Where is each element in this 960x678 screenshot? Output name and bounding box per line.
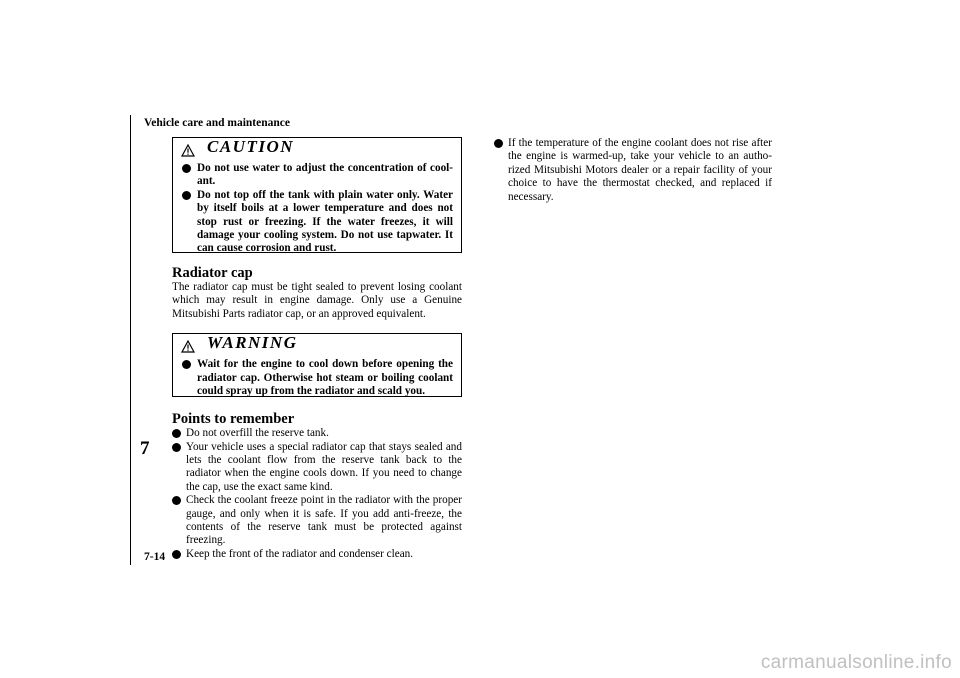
warning-title-bar bbox=[173, 334, 461, 358]
bullet-dot-icon bbox=[182, 191, 191, 200]
caution-list bbox=[173, 162, 461, 260]
point-item-text: Do not overfill the reserve tank. bbox=[186, 427, 329, 440]
caution-title: CAUTION bbox=[207, 137, 295, 156]
warning-triangle-icon bbox=[181, 340, 195, 353]
caution-title-bar bbox=[173, 138, 461, 162]
right-column bbox=[494, 137, 772, 204]
warning-triangle-icon bbox=[181, 144, 195, 157]
list-item bbox=[172, 427, 462, 440]
warning-title: WARNING bbox=[207, 333, 298, 353]
bullet-dot-icon bbox=[172, 550, 181, 559]
list-item bbox=[182, 162, 453, 189]
list-item bbox=[494, 137, 772, 204]
point-item-text: Check the coolant freeze point in the radiator with the proper gauge, and only when it is safe. If you add anti-freeze, the contents of the reserve tank must be protected against freezing. bbox=[186, 494, 462, 547]
point-item-text: Keep the front of the radiator and condenser clean. bbox=[186, 547, 414, 560]
chapter-number: 7 bbox=[140, 438, 150, 459]
bullet-dot-icon bbox=[172, 443, 181, 452]
chapter-divider bbox=[130, 115, 131, 565]
list-item bbox=[182, 189, 453, 256]
right-list bbox=[494, 137, 772, 204]
points-list bbox=[172, 427, 462, 561]
watermark: carmanualsonline.info bbox=[760, 652, 952, 673]
list-item bbox=[182, 358, 453, 398]
bullet-dot-icon bbox=[494, 139, 503, 148]
warning-box bbox=[172, 333, 462, 397]
list-item bbox=[172, 494, 462, 548]
bullet-dot-icon bbox=[172, 429, 181, 438]
point-item-text: Your vehicle uses a special radiator cap that stays sealed and lets the coolant flow from the reserve tank back to the radiator when the engine cools down. If you need to change the cap, use the exact same kind. bbox=[186, 440, 462, 493]
left-column bbox=[172, 137, 462, 561]
warning-item-text: Wait for the engine to cool down before opening the radiator cap. Otherwise hot steam or boiling coolant could spray up from the radiator and scald you. bbox=[197, 358, 453, 398]
right-item-text: If the temperature of the engine coolant does not rise after the engine is warmed-up, take your vehicle to an autho-rized Mitsubishi Motors dealer or a repair facility of your choice to have the thermostat checked, and replaced if necessary. bbox=[508, 137, 772, 203]
caution-box bbox=[172, 137, 462, 253]
points-heading: Points to remember bbox=[172, 411, 295, 428]
list-item bbox=[172, 548, 462, 561]
section-header: Vehicle care and maintenance bbox=[144, 117, 290, 129]
caution-item-text: Do not use water to adjust the concentration of cool-ant. bbox=[197, 162, 453, 188]
bullet-dot-icon bbox=[182, 164, 191, 173]
radiator-cap-body: The radiator cap must be tight sealed to prevent losing coolant which may result in engine damage. Only use a Genuine Mitsubishi Parts radiator cap, or an approved equivalent. bbox=[172, 281, 462, 320]
bullet-dot-icon bbox=[172, 496, 181, 505]
bullet-dot-icon bbox=[182, 360, 191, 369]
warning-list bbox=[173, 358, 461, 402]
list-item bbox=[172, 441, 462, 495]
radiator-cap-heading: Radiator cap bbox=[172, 265, 253, 281]
page-number: 7-14 bbox=[144, 551, 166, 563]
caution-item-text: Do not top off the tank with plain water only. Water by itself boils at a lower temperature and does not stop rust or freezing. If the water freezes, it will damage your cooling system. Do not use tapwater. It can cause corrosion and rust. bbox=[197, 188, 453, 255]
